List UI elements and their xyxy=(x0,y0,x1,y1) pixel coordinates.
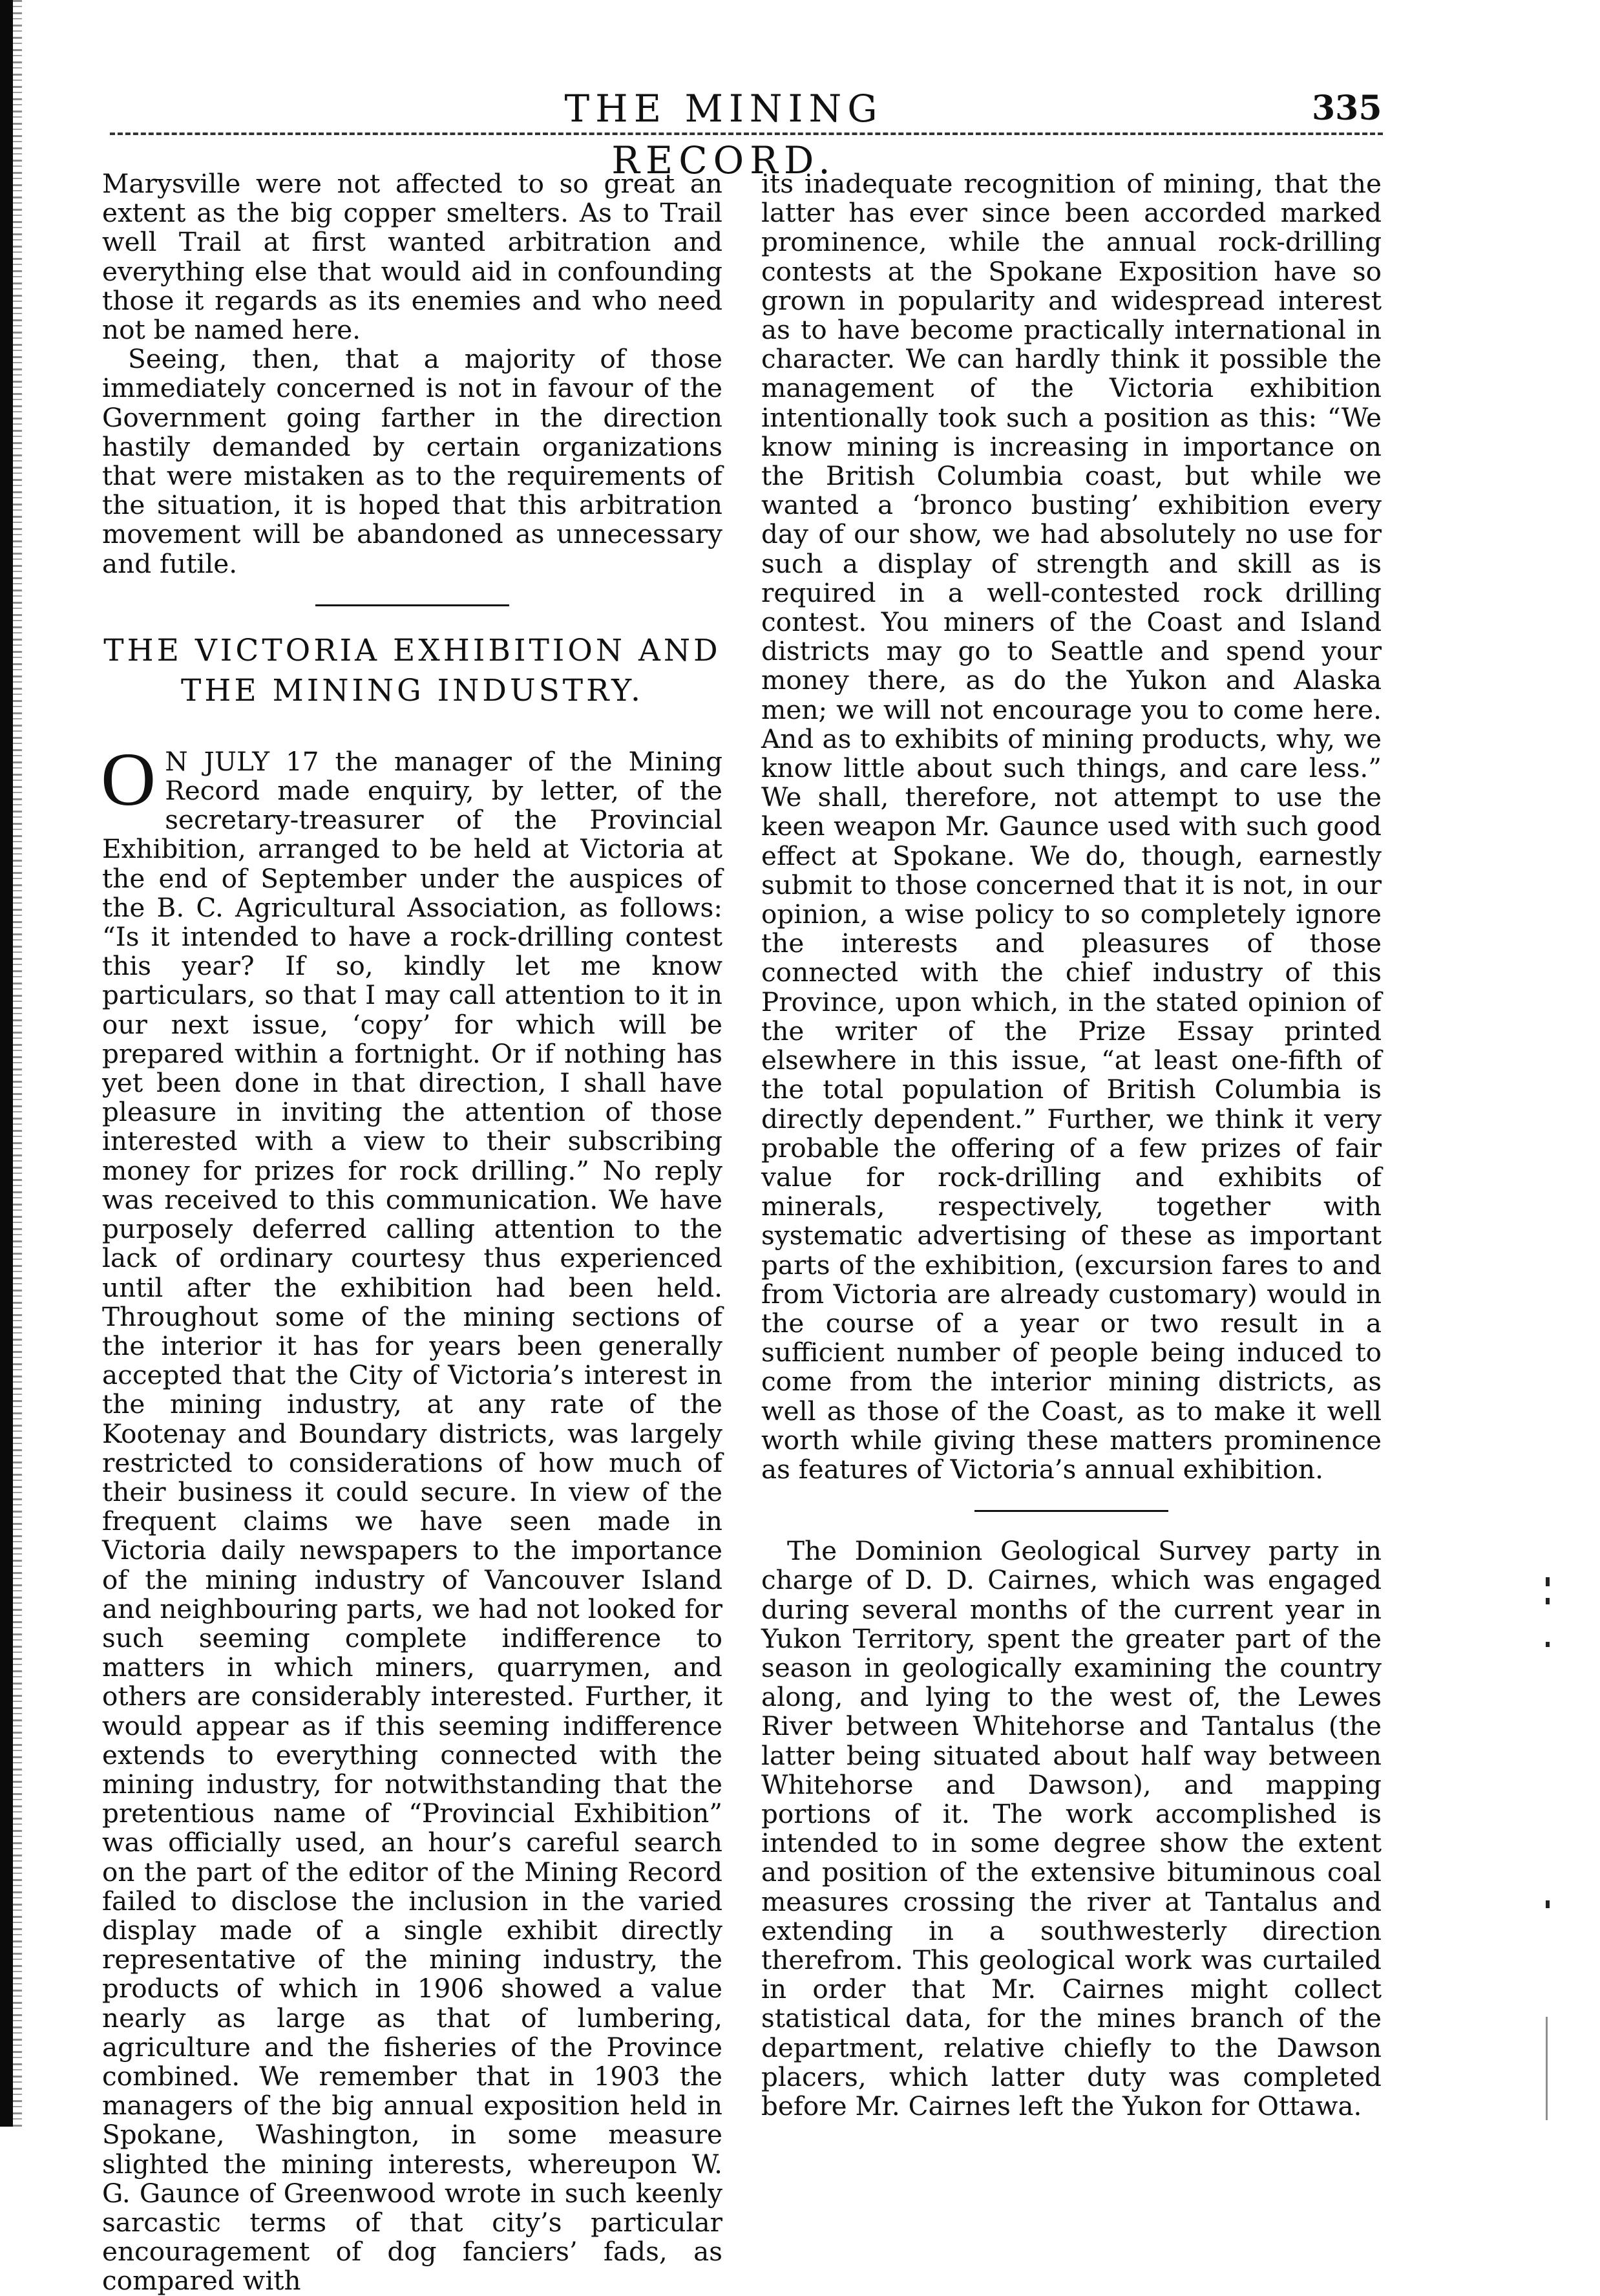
drop-cap: O xyxy=(101,736,156,822)
arbitration-paragraph: Seeing, then, that a majority of those immediately concerned is not in favour of the Government going farther in the direction hastily demanded by certain organizations that were mistaken as to the requirements of the situation, it is hoped that this arbitration movement will be abandoned as unnecessary and futile. xyxy=(102,343,722,579)
scan-speck xyxy=(1546,1598,1550,1604)
scan-speck xyxy=(1546,1900,1550,1908)
header-rule xyxy=(110,133,1383,135)
scan-speck xyxy=(1546,1642,1550,1647)
running-title: THE MINING RECORD. xyxy=(564,87,883,182)
page-number: 335 xyxy=(1312,89,1382,128)
scan-speck xyxy=(1546,1577,1550,1586)
section-divider xyxy=(974,1510,1168,1512)
article-lead-text: N JULY 17 the manager of the Mining Record made enquiry, by letter, of the secretary-treasurer of the Provincial Exhibition, arranged to be held at Victoria at the end of September under the auspices of the B. C. Agricultural Association, as follows: “Is it intended to have a rock-drilling contest this year? If so, kindly let me know particulars, so that I may call attention to it in our next issue, ‘copy’ for which will be prepared within a fortnight. Or if nothing has yet been done in that direction, I shall have pleasure in inviting the attention of those interested with a view to their subscribing money for prizes for rock drilling.” No reply was received to this communication. We have purposely deferred calling attention to the lack of ordinary courtesy thus experienced until after the exhibition had been held. Throughout some of the mining sections of the interior it has for years been generally accepted that the City of Victoria’s interest in the mining industry, at any rate of the Kootenay and Boundary districts, was largely restricted to considerations of how much of their business it could secure. In view of the frequent claims we have seen made in Victoria daily newspapers to the importance of the mining industry of Vancouver Island and neighbouring parts, we had not looked for such seeming complete indifference to matters in which miners, quarrymen, and others are considerably interested. Further, it would appear as if this seeming indifference extends to everything connected with the mining industry, for notwithstanding that the pretentious name of “Provincial Exhibition” was officially used, an hour’s careful search on the part of the editor of the Mining Record failed to disclose the inclusion in the varied display made of a single exhibit directly representative of the mining industry, the products of which in 1906 showed a value nearly as large as that of lumbering, agriculture and the fisheries of the Province combined. We remember that in 1903 the managers of the big annual exposition held in Spokane, Washington, in some measure slighted the mining interests, whereupon W. G. Gaunce of Greenwood wrote in such keenly sarcastic terms of that city’s particular encouragement of dog fanciers’ fads, as compared with xyxy=(102,745,722,2296)
scan-speck xyxy=(1546,2017,1548,2120)
scan-binding-shadow xyxy=(13,0,22,2127)
article-lead-paragraph xyxy=(101,736,722,2296)
article-continuation-paragraph: its inadequate recognition of mining, that the latter has ever since been accorded marked prominence, while the annual rock-drilling contests at the Spokane Exposition have so grown in popularity and widespread interest as to have become practically international in character. We can hardly think it possible the management of the Victoria exhibition intentionally took such a position as this: “We know mining is increasing in importance on the British Columbia coast, but while we wanted a ‘bronco busting’ exhibition every day of our show, we had absolutely no use for such a display of strength and skill as is required in a well-contested rock drilling contest. You miners of the Coast and Island districts may go to Seattle and spend your money there, as do the Yukon and Alaska men; we will not encourage you to come here. And as to exhibits of mining products, why, we know little about such things, and care less.” We shall, therefore, not attempt to use the keen weapon Mr. Gaunce used with such good effect at Spokane. We do, though, earnestly submit to those concerned that it is not, in our opinion, a wise policy to so completely ignore the interests and pleasures of those connected with the chief industry of this Province, upon which, in the stated opinion of the writer of the Prize Essay printed elsewhere in this issue, “at least one-fifth of the total population of British Columbia is directly dependent.” Further, we think it very probable the offering of a few prizes of fair value for rock-drilling and exhibits of minerals, respectively, together with systematic advertising of these as important parts of the exhibition, (excursion fares to and from Victoria are already customary) would in the course of a year or two result in a sufficient number of people being induced to come from the interior mining districts, as well as those of the Coast, as to make it well worth while giving these matters prominence as features of Victoria’s annual exhibition. xyxy=(761,168,1382,1485)
running-header xyxy=(0,83,1600,182)
section-divider xyxy=(315,604,509,606)
page-binding-edge xyxy=(0,0,13,2127)
left-column xyxy=(102,169,722,2296)
continued-paragraph: Marysville were not affected to so great an extent as the big copper smelters. As to Trail well Trail at first wanted arbitration and everything else that would aid in confounding those it regards as its enemies and who need not be named here. xyxy=(102,168,722,346)
geological-survey-paragraph: The Dominion Geological Survey party in charge of D. D. Cairnes, which was engaged during several months of the current year in Yukon Territory, spent the greater part of the season in geologically examining the country along, and lying to the west of, the Lewes River between Whitehorse and Tantalus (the latter being situated about half way between Whitehorse and Dawson), and mapping portions of it. The work accomplished is intended to in some degree show the extent and position of the extensive bituminous coal measures crossing the river at Tantalus and extending in a southwesterly direction therefrom. This geological work was curtailed in order that Mr. Cairnes might collect statistical data, for the mines branch of the department, relative chiefly to the Dawson placers, which latter duty was completed before Mr. Cairnes left the Yukon for Ottawa. xyxy=(761,1535,1382,2121)
article-heading: THE VICTORIA EXHIBITION AND THE MINING INDUSTRY. xyxy=(103,632,721,708)
right-column xyxy=(761,169,1382,2121)
